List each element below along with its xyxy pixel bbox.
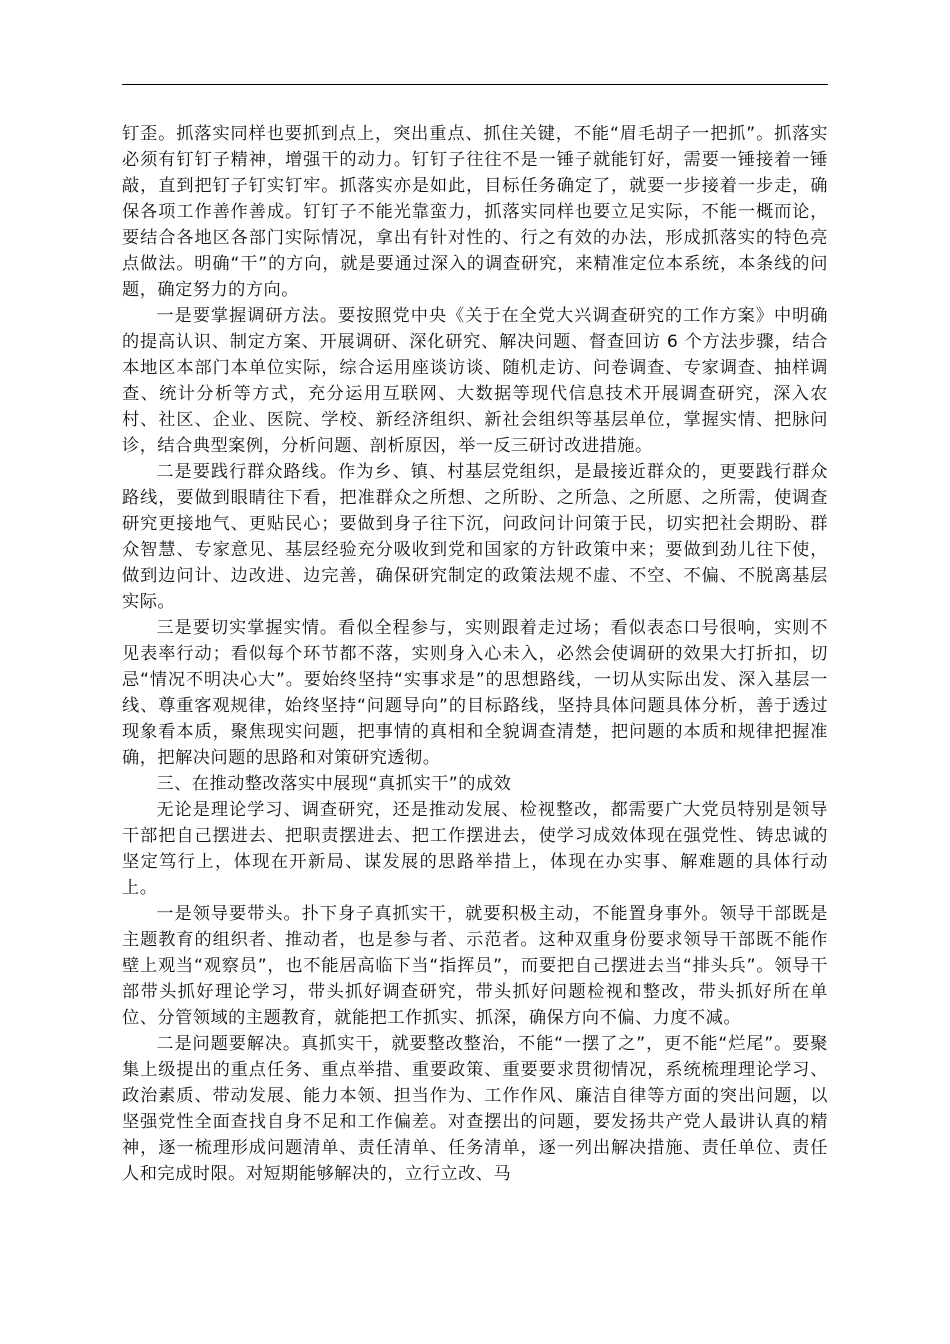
header-rule (122, 84, 828, 85)
paragraph: 二是要践行群众路线。作为乡、镇、村基层党组织，是最接近群众的，更要践行群众路线，要做到眼睛往下看，把准群众之所想、之所盼、之所急、之所愿、之所需，使调查研究更接地气、更贴民心；要做到身子往下沉，问政问计问策于民，切实把社会期盼、群众智慧、专家意见、基层经验充分吸收到党和国家的方针政策中来；要做到劲儿往下使，做到边问计、边改进、边完善，确保研究制定的政策法规不虚、不空、不偏、不脱离基层实际。 (122, 462, 828, 612)
paragraph: 一是领导要带头。扑下身子真抓实干，就要积极主动，不能置身事外。领导干部既是主题教育的组织者、推动者，也是参与者、示范者。这种双重身份要求领导干部既不能作壁上观当“观察员”，也不能居高临下当“指挥员”，而要把自己摆进去当“排头兵”。领导干部带头抓好理论学习，带头抓好调查研究，带头抓好问题检视和整改，带头抓好所在单位、分管领域的主题教育，就能把工作抓实、抓深，确保方向不偏、力度不减。 (122, 904, 828, 1028)
paragraph: 一是要掌握调研方法。要按照党中央《关于在全党大兴调查研究的工作方案》中明确的提高认识、制定方案、开展调研、深化研究、解决问题、督查回访 6 个方法步骤，结合本地区本部门本单位实际，综合运用座谈访谈、随机走访、问卷调查、专家调查、抽样调查、统计分析等方式，充分运用互联网、大数据等现代信息技术开展调查研究，深入农村、社区、企业、医院、学校、新经济组织、新社会组织等基层单位，掌握实情、把脉问诊，结合典型案例，分析问题、剖析原因，举一反三研讨改进措施。 (122, 306, 828, 456)
paragraph: 二是问题要解决。真抓实干，就要整改整治，不能“一摆了之”，更不能“烂尾”。要聚集上级提出的重点任务、重点举措、重要政策、重要要求贯彻情况，系统梳理理论学习、政治素质、带动发展、能力本领、担当作为、工作作风、廉洁自律等方面的突出问题，以坚强党性全面查找自身不足和工作偏差。对查摆出的问题，要发扬共产党人最讲认真的精神，逐一梳理形成问题清单、责任清单、任务清单，逐一列出解决措施、责任单位、责任人和完成时限。对短期能够解决的，立行立改、马 (122, 1034, 828, 1184)
document-body (122, 121, 828, 1187)
paragraph: 三是要切实掌握实情。看似全程参与，实则跟着走过场；看似表态口号很响，实则不见表率行动；看似每个环节都不落，实则身入心未入，必然会使调研的效果大打折扣，切忌“情况不明决心大”。要始终坚持“实事求是”的思想路线，一切从实际出发、深入基层一线、尊重客观规律，始终坚持“问题导向”的目标路线，坚持具体问题具体分析，善于透过现象看本质，聚焦现实问题，把事情的真相和全貌调查清楚，把问题的本质和规律把握准确，把解决问题的思路和对策研究透彻。 (122, 618, 828, 768)
paragraph: 钉歪。抓落实同样也要抓到点上，突出重点、抓住关键，不能“眉毛胡子一把抓”。抓落实必须有钉钉子精神，增强干的动力。钉钉子往往不是一锤子就能钉好，需要一锤接着一锤敲，直到把钉子钉实钉牢。抓落实亦是如此，目标任务确定了，就要一步接着一步走，确保各项工作善作善成。钉钉子不能光靠蛮力，抓落实同样也要立足实际，不能一概而论，要结合各地区各部门实际情况，拿出有针对性的、行之有效的办法，形成抓落实的特色亮点做法。明确“干”的方向，就是要通过深入的调查研究，来精准定位本系统，本条线的问题，确定努力的方向。 (122, 124, 828, 300)
paragraph: 无论是理论学习、调查研究，还是推动发展、检视整改，都需要广大党员特别是领导干部把自己摆进去、把职责摆进去、把工作摆进去，使学习成效体现在强党性、铸忠诚的坚定笃行上，体现在开新局、谋发展的思路举措上，体现在办实事、解难题的具体行动上。 (122, 800, 828, 898)
section-heading: 三、在推动整改落实中展现“真抓实干”的成效 (156, 774, 512, 794)
